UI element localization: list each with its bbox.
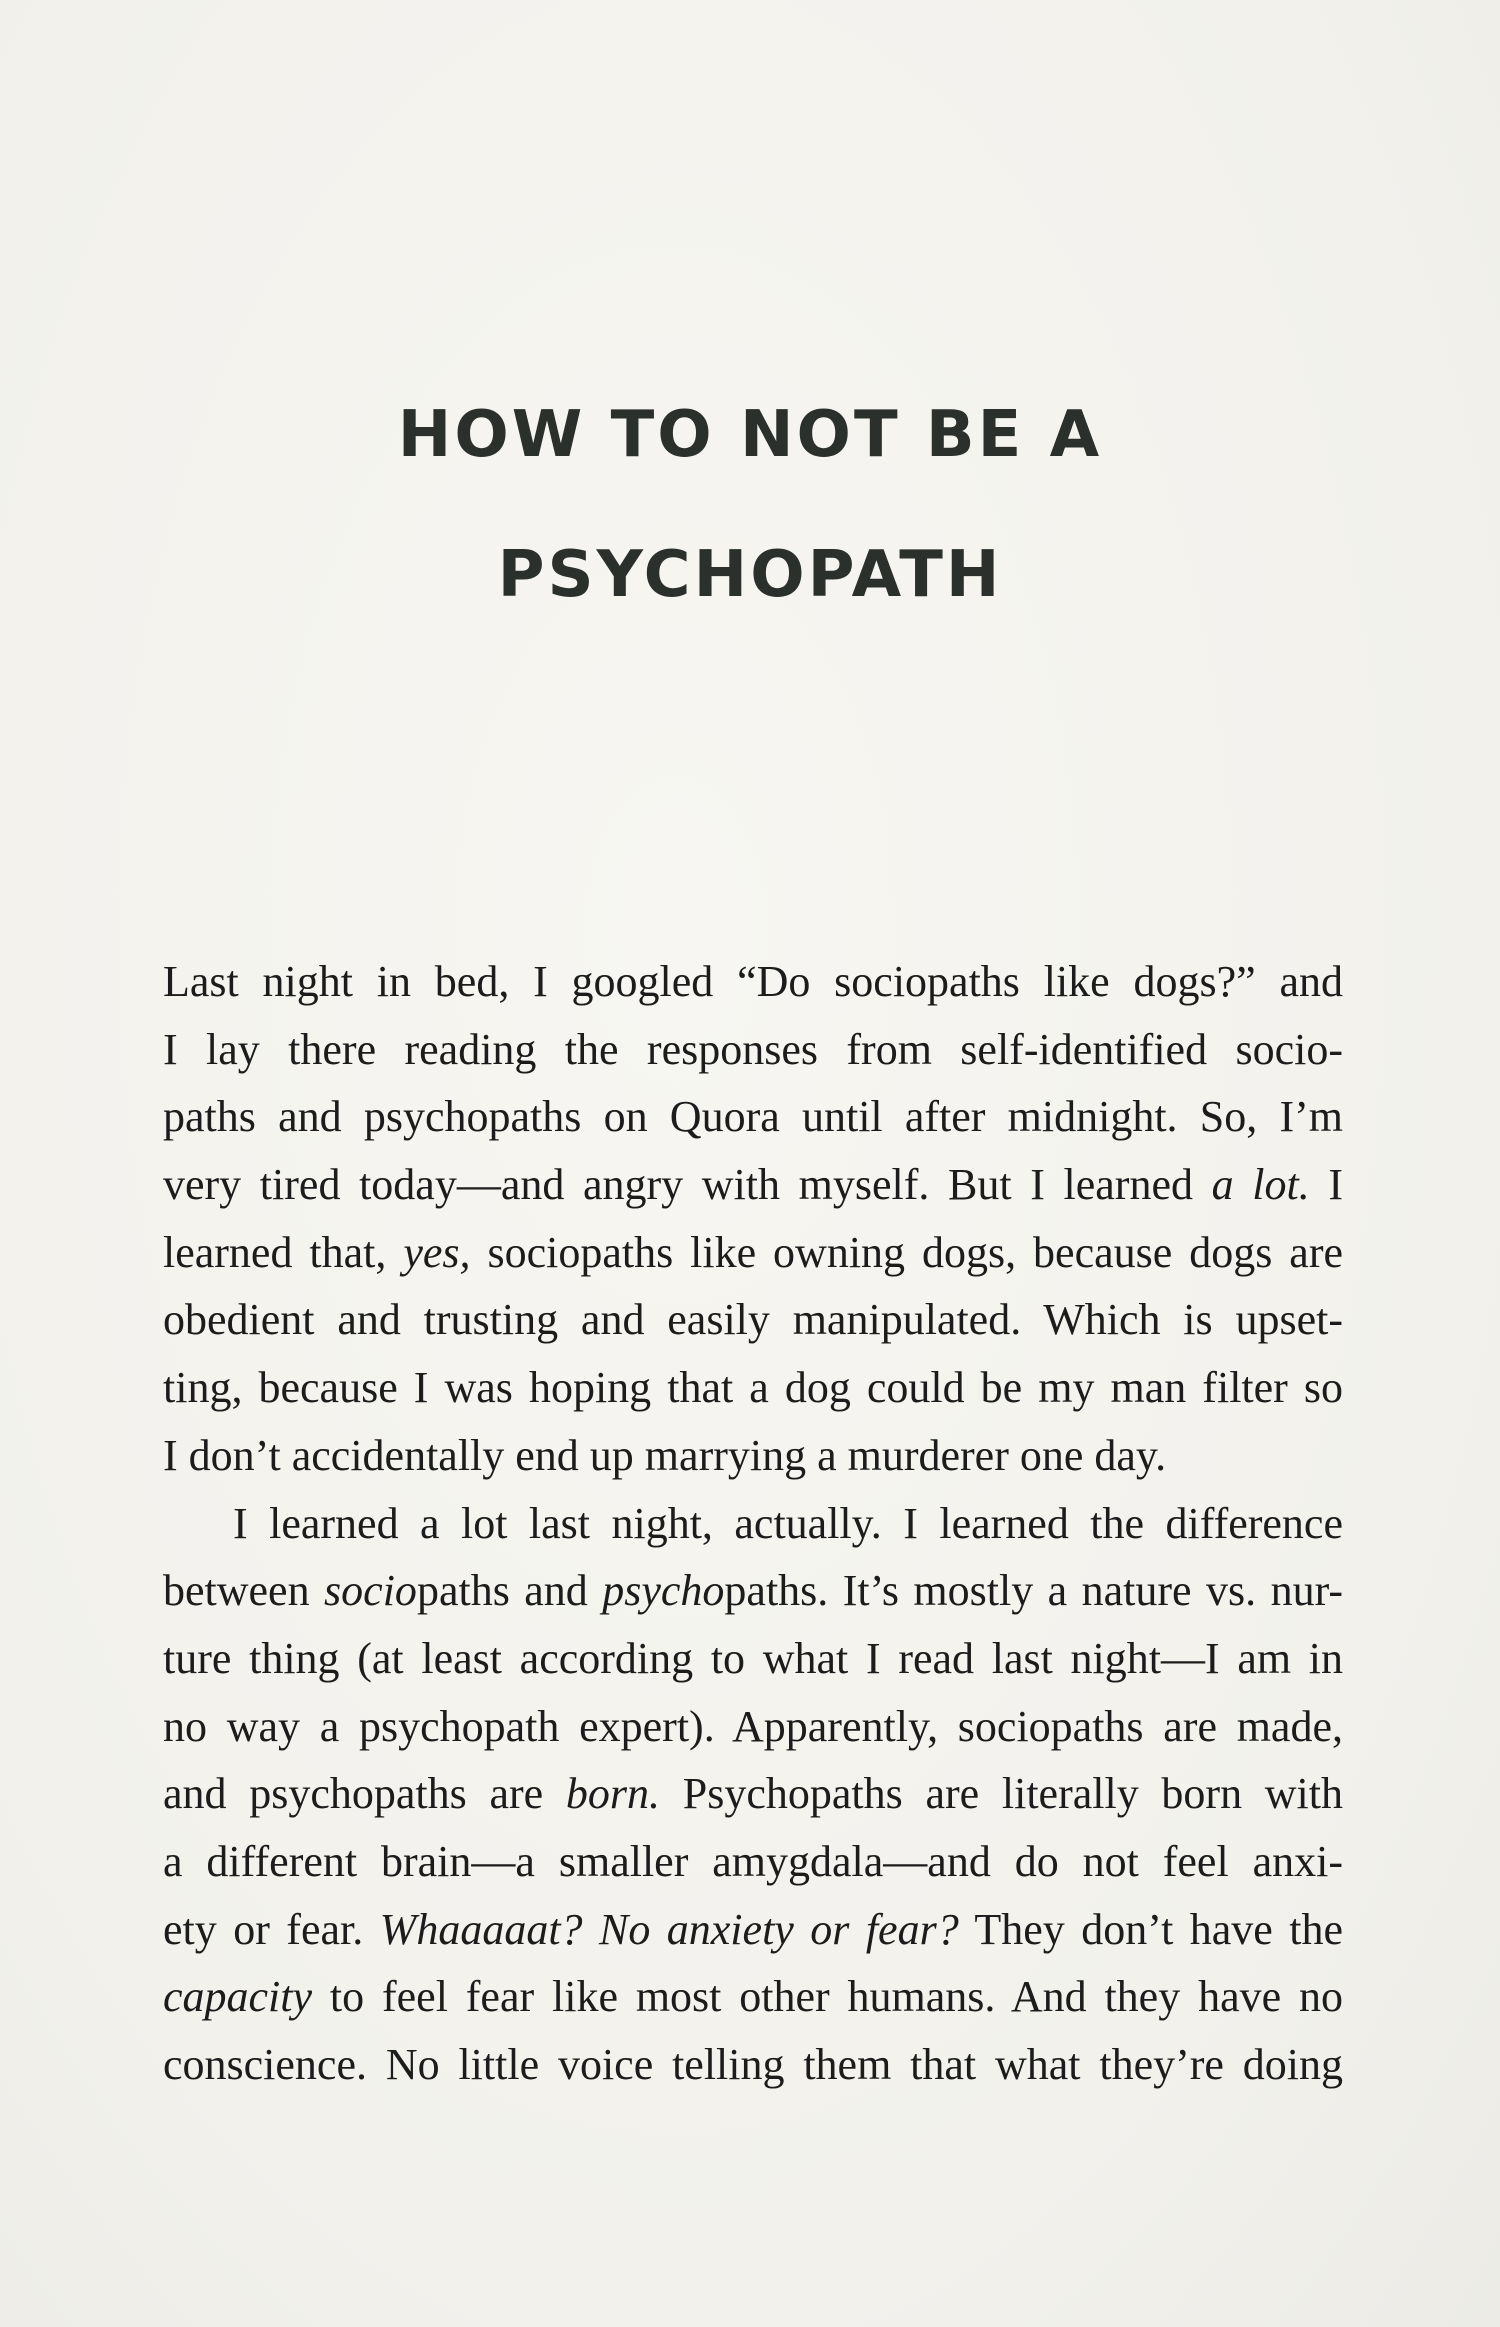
- italic-text: capacity: [163, 1972, 313, 2022]
- text-segment: ting, because I was hoping that a dog could be my man filter so: [163, 1363, 1343, 1413]
- italic-text: psycho: [602, 1566, 725, 1616]
- text-segment: no way a psychopath expert). Apparently, sociopaths are made,: [163, 1701, 1343, 1751]
- text-line: [163, 1490, 1343, 1558]
- text-segment: very tired today—and angry with myself. But I learned: [163, 1160, 1212, 1210]
- text-segment: ture thing (at least according to what I read last night—I am in: [163, 1633, 1343, 1683]
- text-line: [163, 1557, 1343, 1625]
- text-line: [163, 1422, 1343, 1490]
- text-line: [163, 2031, 1343, 2099]
- text-line: [163, 1286, 1343, 1354]
- text-segment: I: [1309, 1160, 1344, 1210]
- text-segment: I learned a lot last night, actually. I learned the difference: [233, 1498, 1343, 1548]
- text-line: [163, 1625, 1343, 1693]
- text-segment: paths. It’s mostly a nature vs. nur-: [724, 1566, 1343, 1616]
- text-segment: learned that,: [163, 1227, 404, 1277]
- text-line: [163, 1693, 1343, 1761]
- text-line: [163, 1963, 1343, 2031]
- chapter-title-line-2: PSYCHOPATH: [497, 538, 1003, 612]
- text-segment: Last night in bed, I googled “Do sociopaths like dogs?” and: [163, 957, 1343, 1006]
- text-line: [163, 948, 1343, 1016]
- text-segment: and psychopaths are: [163, 1769, 566, 1819]
- text-segment: between: [163, 1566, 325, 1616]
- text-segment: a different brain—a smaller amygdala—and do not feel anxi-: [163, 1836, 1343, 1886]
- text-line: [163, 1016, 1343, 1084]
- italic-text: socio: [324, 1566, 417, 1616]
- italic-text: a lot.: [1211, 1160, 1310, 1210]
- chapter-title-line-1: HOW TO NOT BE A: [397, 398, 1103, 472]
- text-line: [163, 1828, 1343, 1896]
- paragraph: [163, 948, 1343, 1490]
- text-line: [163, 1083, 1343, 1151]
- text-segment: Psychopaths are literally born with: [660, 1769, 1343, 1819]
- text-line: [163, 1354, 1343, 1422]
- chapter-body-text: [163, 948, 1343, 2099]
- italic-text: Whaaaaat? No anxiety or fear?: [379, 1904, 959, 1954]
- text-line: [163, 1151, 1343, 1219]
- text-segment: I lay there reading the responses from self-identified socio-: [163, 1024, 1343, 1074]
- text-segment: sociopaths like owning dogs, because dogs are: [470, 1227, 1343, 1277]
- text-segment: They don’t have the: [958, 1904, 1343, 1954]
- text-segment: obedient and trusting and easily manipulated. Which is upset-: [163, 1295, 1343, 1345]
- text-line: [163, 1760, 1343, 1828]
- italic-text: yes,: [403, 1227, 471, 1277]
- text-segment: to feel fear like most other humans. And they have no: [312, 1972, 1343, 2022]
- text-segment: I don’t accidentally end up marrying a murderer one day.: [163, 1430, 1167, 1480]
- paragraph: [163, 1490, 1343, 2099]
- text-line: [163, 1896, 1343, 1964]
- text-segment: paths and psychopaths on Quora until after midnight. So, I’m: [163, 1092, 1343, 1142]
- text-line: [163, 1219, 1343, 1287]
- italic-text: born.: [565, 1769, 661, 1819]
- text-segment: ety or fear.: [163, 1904, 380, 1954]
- text-segment: paths and: [416, 1566, 603, 1616]
- text-segment: conscience. No little voice telling them that what they’re doing: [163, 2040, 1343, 2089]
